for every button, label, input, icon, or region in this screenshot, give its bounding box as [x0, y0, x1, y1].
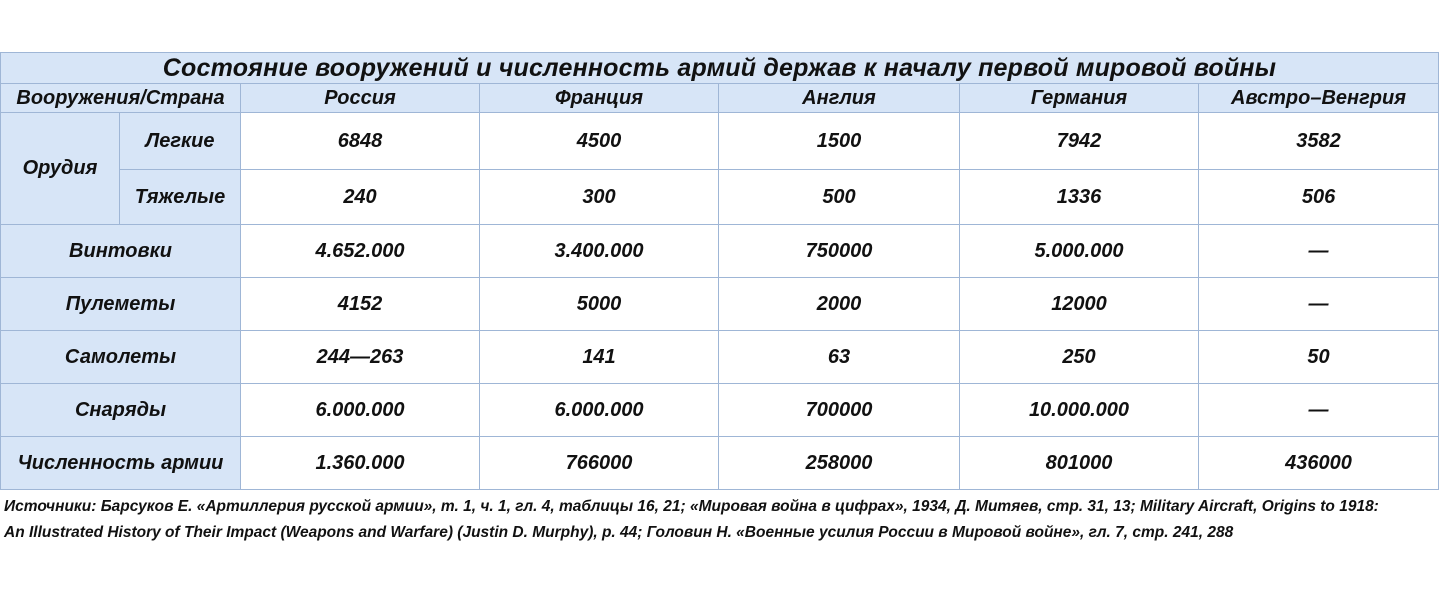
table-row [1, 384, 1439, 437]
title-row [1, 53, 1439, 84]
row-label: Самолеты [1, 331, 241, 384]
table-cell: 3.400.000 [480, 225, 719, 278]
table-cell: 240 [241, 170, 480, 225]
table-cell: 7942 [960, 113, 1199, 170]
header-country: Россия [241, 84, 480, 113]
table-cell: 5000 [480, 278, 719, 331]
header-country: Австро–Венгрия [1199, 84, 1439, 113]
table-title: Состояние вооружений и численность армий держав к началу первой мировой войны [1, 53, 1439, 84]
table-cell: 750000 [719, 225, 960, 278]
table-cell: 300 [480, 170, 719, 225]
header-corner: Вооружения/Страна [1, 84, 241, 113]
table-cell: 801000 [960, 437, 1199, 490]
header-row [1, 84, 1439, 113]
table-cell: 6.000.000 [480, 384, 719, 437]
table-cell: 1.360.000 [241, 437, 480, 490]
header-country: Германия [960, 84, 1199, 113]
row-label: Винтовки [1, 225, 241, 278]
table-cell: 6.000.000 [241, 384, 480, 437]
row-label: Численность армии [1, 437, 241, 490]
row-sublabel-light: Легкие [120, 113, 241, 170]
table-cell: — [1199, 225, 1439, 278]
table-cell: 10.000.000 [960, 384, 1199, 437]
header-country: Франция [480, 84, 719, 113]
table-cell: 258000 [719, 437, 960, 490]
table-cell: 3582 [1199, 113, 1439, 170]
table-cell: — [1199, 384, 1439, 437]
table-cell: 1500 [719, 113, 960, 170]
sources-note [4, 494, 1434, 546]
header-country: Англия [719, 84, 960, 113]
table-cell: 5.000.000 [960, 225, 1199, 278]
table-cell: 2000 [719, 278, 960, 331]
table-cell: 4500 [480, 113, 719, 170]
source-line: Источники: Барсуков Е. «Артиллерия русской армии», т. 1, ч. 1, гл. 4, таблицы 16, 21; «Мировая война в цифрах», 1934, Д. Митяев, стр. 31, 13; Military Aircraft, Origins to 1918: [4, 498, 1379, 515]
table-cell: 766000 [480, 437, 719, 490]
table-cell: 50 [1199, 331, 1439, 384]
table-row [1, 113, 1439, 170]
table-cell: — [1199, 278, 1439, 331]
table-cell: 1336 [960, 170, 1199, 225]
arms-table-frame [0, 52, 1438, 490]
table-cell: 500 [719, 170, 960, 225]
table-cell: 4.652.000 [241, 225, 480, 278]
table-cell: 12000 [960, 278, 1199, 331]
table-cell: 436000 [1199, 437, 1439, 490]
source-line: An Illustrated History of Their Impact (Weapons and Warfare) (Justin D. Murphy), p. 44; Головин Н. «Военные усилия России в Мировой войне», гл. 7, стр. 241, 288 [4, 524, 1234, 541]
table-cell: 506 [1199, 170, 1439, 225]
row-label-guns: Орудия [1, 113, 120, 225]
table-cell: 141 [480, 331, 719, 384]
table-cell: 244—263 [241, 331, 480, 384]
table-row [1, 278, 1439, 331]
row-label: Снаряды [1, 384, 241, 437]
table-cell: 700000 [719, 384, 960, 437]
table-row [1, 437, 1439, 490]
row-label: Пулеметы [1, 278, 241, 331]
table-cell: 6848 [241, 113, 480, 170]
row-sublabel-heavy: Тяжелые [120, 170, 241, 225]
table-row [1, 225, 1439, 278]
table-cell: 63 [719, 331, 960, 384]
arms-table [0, 52, 1439, 490]
table-cell: 250 [960, 331, 1199, 384]
table-cell: 4152 [241, 278, 480, 331]
table-row [1, 331, 1439, 384]
table-row [1, 170, 1439, 225]
